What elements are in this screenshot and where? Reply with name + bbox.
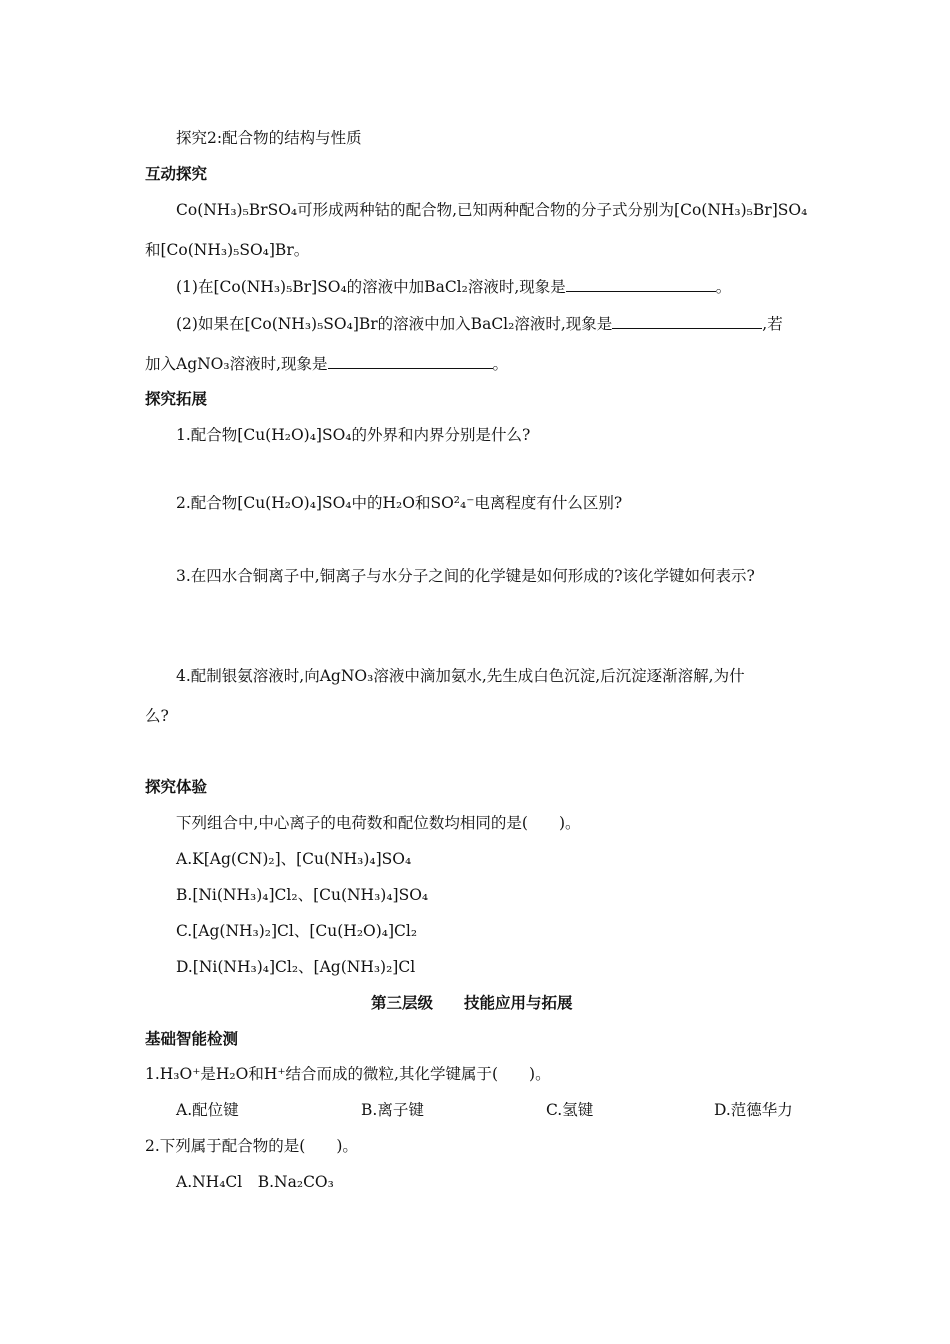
extension-item-1: 1.配合物[Cu(H₂O)₄]SO₄的外界和内界分别是什么?: [176, 426, 531, 444]
basic-question-1: 1.H₃O⁺是H₂O和H⁺结合而成的微粒,其化学键属于( )。: [145, 1065, 551, 1083]
extension-item-2: 2.配合物[Cu(H₂O)₄]SO₄中的H₂O和SO²₄⁻电离程度有什么区别?: [176, 494, 623, 512]
basic-question-2: 2.下列属于配合物的是( )。: [145, 1137, 358, 1155]
basic-q2-options: A.NH₄Cl B.Na₂CO₃: [176, 1173, 334, 1191]
level3-title: 第三层级 技能应用与拓展: [371, 994, 573, 1012]
option-b: B.[Ni(NH₃)₄]Cl₂、[Cu(NH₃)₄]SO₄: [176, 886, 429, 904]
question-1-text: (1)在[Co(NH₃)₅Br]SO₄的溶液中加BaCl₂溶液时,现象是: [176, 278, 566, 296]
basic-q1-option-a: A.配位键: [176, 1101, 239, 1119]
question-2b: [145, 353, 508, 374]
section-subtitle: 探究2:配合物的结构与性质: [176, 129, 362, 147]
extension-item-4-line1: 4.配制银氨溶液时,向AgNO₃溶液中滴加氨水,先生成白色沉淀,后沉淀逐渐溶解,为什: [176, 667, 745, 685]
basic-q1-option-d: D.范德华力: [714, 1101, 793, 1119]
interactive-heading: 互动探究: [145, 165, 208, 183]
question-1-end: 。: [715, 278, 732, 296]
answer-blank-3[interactable]: [328, 353, 493, 369]
option-c: C.[Ag(NH₃)₂]Cl、[Cu(H₂O)₄]Cl₂: [176, 922, 418, 940]
question-2: [176, 313, 783, 334]
basic-q1-option-c: C.氢键: [546, 1101, 594, 1119]
question-2b-end: 。: [492, 355, 509, 373]
question-2-text: (2)如果在[Co(NH₃)₅SO₄]Br的溶液中加入BaCl₂溶液时,现象是: [176, 315, 613, 333]
question-1: [176, 276, 731, 297]
option-a: A.K[Ag(CN)₂]、[Cu(NH₃)₄]SO₄: [176, 850, 412, 868]
question-2-end: ,若: [762, 315, 783, 333]
extension-item-4-line2: 么?: [145, 707, 169, 725]
interactive-paragraph-line2: 和[Co(NH₃)₅SO₄]Br。: [145, 241, 310, 259]
experience-heading: 探究体验: [145, 778, 208, 796]
extension-item-3: 3.在四水合铜离子中,铜离子与水分子之间的化学键是如何形成的?该化学键如何表示?: [176, 567, 755, 585]
answer-blank-2[interactable]: [612, 313, 762, 329]
basic-q1-option-b: B.离子键: [361, 1101, 424, 1119]
option-d: D.[Ni(NH₃)₄]Cl₂、[Ag(NH₃)₂]Cl: [176, 958, 416, 976]
interactive-paragraph-line1: Co(NH₃)₅BrSO₄可形成两种钴的配合物,已知两种配合物的分子式分别为[Co(NH₃)₅Br]SO₄: [176, 201, 808, 219]
extension-heading: 探究拓展: [145, 390, 208, 408]
basic-heading: 基础智能检测: [145, 1030, 239, 1048]
question-2b-text: 加入AgNO₃溶液时,现象是: [145, 355, 328, 373]
answer-blank-1[interactable]: [566, 276, 716, 292]
experience-question: 下列组合中,中心离子的电荷数和配位数均相同的是( )。: [176, 814, 581, 832]
